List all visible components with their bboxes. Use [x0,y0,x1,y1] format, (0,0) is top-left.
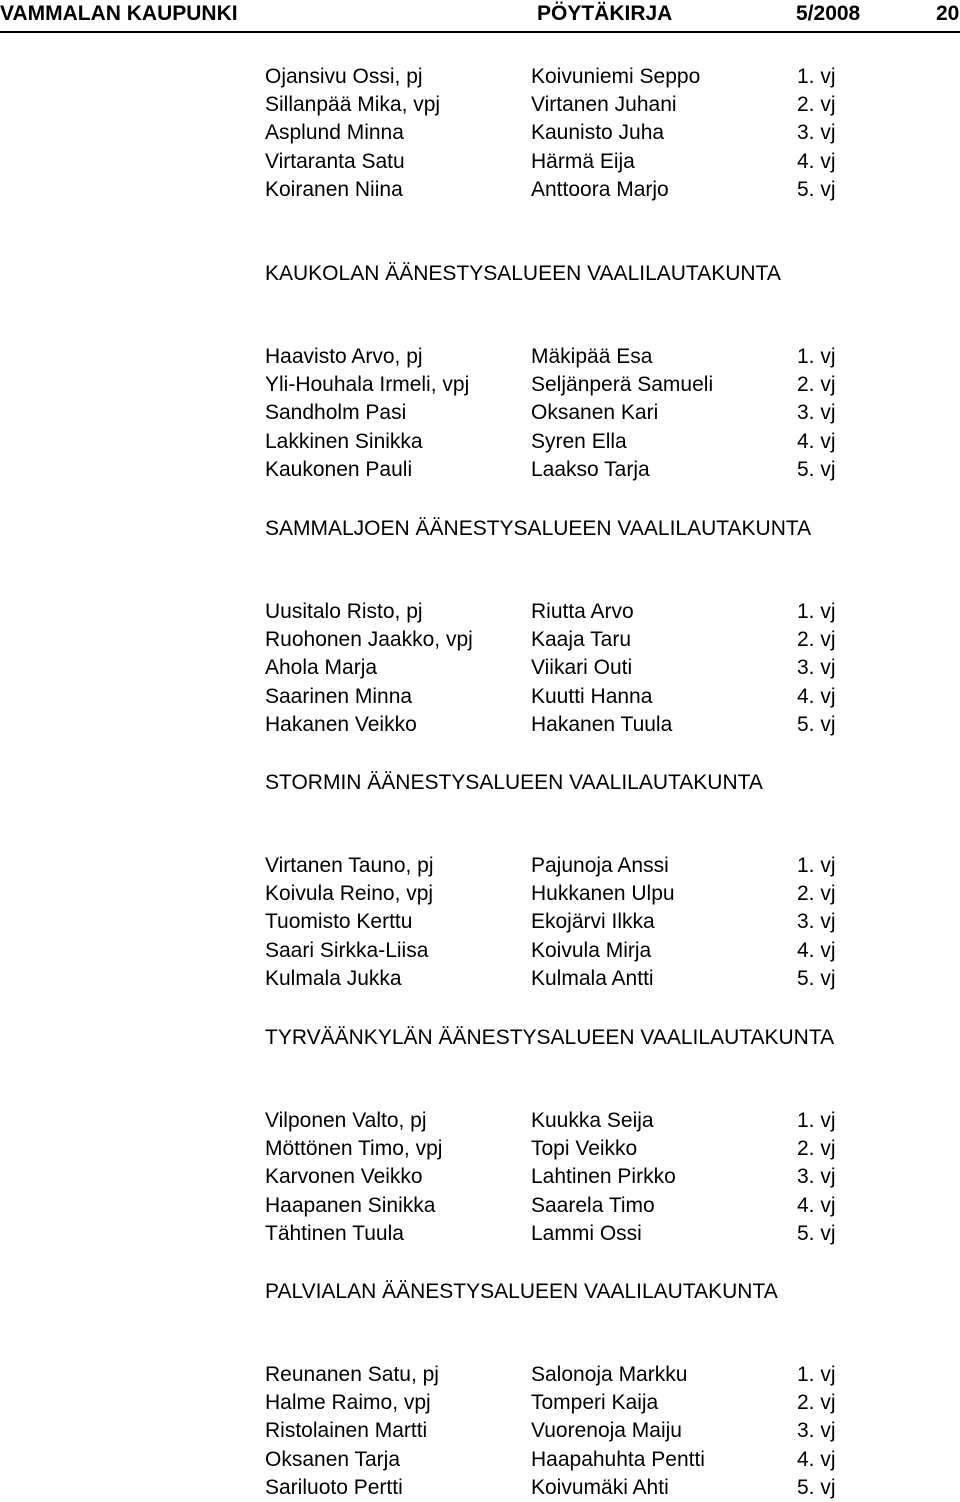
deputy-order: 4. vj [797,149,836,173]
member-name: Ahola Marja [265,656,378,680]
deputy-order: 4. vj [797,429,836,453]
deputy-order: 1. vj [797,65,836,88]
section-title: STORMIN ÄÄNESTYSALUEEN VAALILAUTAKUNTA [265,771,763,794]
member-row [265,852,955,880]
member-row [265,937,955,965]
page-header [0,0,960,30]
deputy-order: 3. vj [797,1165,836,1189]
deputy-order: 1. vj [797,600,836,623]
deputy-name: Hakanen Tuula [531,712,673,736]
deputy-name: Syren Ella [531,429,627,453]
deputy-order: 2. vj [797,93,836,117]
deputy-name: Härmä Eija [531,149,635,173]
document-number: 5/2008 [796,2,861,25]
member-row [265,1389,955,1417]
deputy-name: Saarela Timo [531,1193,655,1217]
deputy-order: 5. vj [797,1475,836,1499]
member-row [265,1135,955,1163]
member-name: Ristolainen Martti [265,1419,428,1443]
deputy-name: Kulmala Antti [531,966,654,990]
member-name: Uusitalo Risto, pj [265,600,423,623]
deputy-name: Kuutti Hanna [531,684,653,708]
deputy-order: 3. vj [797,401,836,425]
member-row [265,908,955,936]
deputy-order: 3. vj [797,910,836,934]
deputy-order: 2. vj [797,373,836,397]
member-row [265,965,955,993]
member-name: Halme Raimo, vpj [265,1391,431,1415]
deputy-name: Koivula Mirja [531,938,652,962]
member-row [265,176,955,204]
member-name: Sandholm Pasi [265,401,407,425]
member-name: Vilponen Valto, pj [265,1109,427,1132]
member-row [265,880,955,908]
document-type: PÖYTÄKIRJA [537,2,673,25]
deputy-name: Kaunisto Juha [531,121,665,145]
member-row [265,654,955,682]
member-name: Ruohonen Jaakko, vpj [265,628,473,652]
deputy-order: 2. vj [797,628,836,652]
deputy-name: Laakso Tarja [531,457,650,481]
deputy-name: Riutta Arvo [531,600,634,623]
member-name: Virtaranta Satu [265,149,405,173]
committee-section [265,1278,955,1502]
deputy-name: Ekojärvi Ilkka [531,910,655,934]
member-row [265,399,955,427]
member-row [265,1107,955,1135]
member-name: Sillanpää Mika, vpj [265,93,441,117]
member-row [265,1417,955,1445]
section-title: TYRVÄÄNKYLÄN ÄÄNESTYSALUEEN VAALILAUTAKUNTA [265,1026,835,1049]
deputy-name: Hukkanen Ulpu [531,882,675,906]
member-row [265,626,955,654]
member-row [265,63,955,91]
committee-section [265,1024,955,1248]
deputy-order: 3. vj [797,1419,836,1443]
deputy-order: 4. vj [797,1447,836,1471]
member-name: Asplund Minna [265,121,404,145]
member-row [265,598,955,626]
member-name: Reunanen Satu, pj [265,1363,439,1386]
member-row [265,428,955,456]
deputy-order: 5. vj [797,1221,836,1245]
deputy-order: 5. vj [797,712,836,736]
member-row [265,1192,955,1220]
deputy-name: Oksanen Kari [531,401,659,425]
deputy-name: Tomperi Kaija [531,1391,659,1415]
deputy-name: Viikari Outi [531,656,633,680]
committee-section [265,63,955,204]
deputy-name: Vuorenoja Maiju [531,1419,682,1443]
deputy-order: 2. vj [797,1137,836,1161]
member-row [265,371,955,399]
member-name: Tähtinen Tuula [265,1221,404,1245]
deputy-name: Haapahuhta Pentti [531,1447,705,1471]
deputy-name: Pajunoja Anssi [531,854,669,877]
member-name: Lakkinen Sinikka [265,429,423,453]
member-name: Haapanen Sinikka [265,1193,436,1217]
deputy-order: 2. vj [797,882,836,906]
deputy-order: 5. vj [797,457,836,481]
committee-section [265,260,955,484]
member-row [265,683,955,711]
organization-name: VAMMALAN KAUPUNKI [0,2,238,25]
member-row [265,1163,955,1191]
member-name: Kaukonen Pauli [265,457,413,481]
deputy-order: 1. vj [797,854,836,877]
committee-section [265,769,955,993]
member-name: Virtanen Tauno, pj [265,854,434,877]
member-row [265,456,955,484]
deputy-name: Koivuniemi Seppo [531,65,701,88]
deputy-name: Kaaja Taru [531,628,632,652]
member-name: Haavisto Arvo, pj [265,345,423,368]
deputy-order: 4. vj [797,684,836,708]
member-row [265,711,955,739]
member-row [265,148,955,176]
deputy-name: Topi Veikko [531,1137,638,1161]
page-number: 20 [936,2,960,25]
member-name: Tuomisto Kerttu [265,910,413,934]
member-name: Koiranen Niina [265,177,403,201]
deputy-order: 4. vj [797,938,836,962]
member-row [265,1446,955,1474]
deputy-name: Salonoja Markku [531,1363,688,1386]
member-name: Ojansivu Ossi, pj [265,65,423,88]
member-name: Sariluoto Pertti [265,1475,403,1499]
section-title: KAUKOLAN ÄÄNESTYSALUEEN VAALILAUTAKUNTA [265,262,781,285]
member-row [265,119,955,147]
deputy-name: Kuukka Seija [531,1109,654,1132]
member-name: Saarinen Minna [265,684,413,708]
deputy-order: 4. vj [797,1193,836,1217]
deputy-order: 1. vj [797,1109,836,1132]
member-row [265,1474,955,1502]
deputy-name: Lahtinen Pirkko [531,1165,676,1189]
committee-section [265,515,955,739]
deputy-order: 2. vj [797,1391,836,1415]
member-name: Möttönen Timo, vpj [265,1137,443,1161]
deputy-name: Koivumäki Ahti [531,1475,669,1499]
deputy-order: 1. vj [797,345,836,368]
member-name: Kulmala Jukka [265,966,402,990]
deputy-order: 3. vj [797,656,836,680]
member-row [265,1361,955,1389]
deputy-name: Virtanen Juhani [531,93,677,117]
deputy-name: Anttoora Marjo [531,177,669,201]
member-name: Hakanen Veikko [265,712,417,736]
member-name: Oksanen Tarja [265,1447,401,1471]
member-name: Koivula Reino, vpj [265,882,434,906]
deputy-name: Seljänperä Samueli [531,373,714,397]
member-name: Yli-Houhala Irmeli, vpj [265,373,470,397]
header-divider [0,31,960,33]
section-title: PALVIALAN ÄÄNESTYSALUEEN VAALILAUTAKUNTA [265,1280,778,1303]
deputy-order: 3. vj [797,121,836,145]
deputy-order: 5. vj [797,966,836,990]
member-row [265,343,955,371]
member-name: Karvonen Veikko [265,1165,423,1189]
section-title: SAMMALJOEN ÄÄNESTYSALUEEN VAALILAUTAKUNTA [265,517,812,540]
deputy-name: Mäkipää Esa [531,345,653,368]
deputy-order: 1. vj [797,1363,836,1386]
deputy-name: Lammi Ossi [531,1221,642,1245]
deputy-order: 5. vj [797,177,836,201]
member-row [265,91,955,119]
member-row [265,1220,955,1248]
member-name: Saari Sirkka-Liisa [265,938,429,962]
